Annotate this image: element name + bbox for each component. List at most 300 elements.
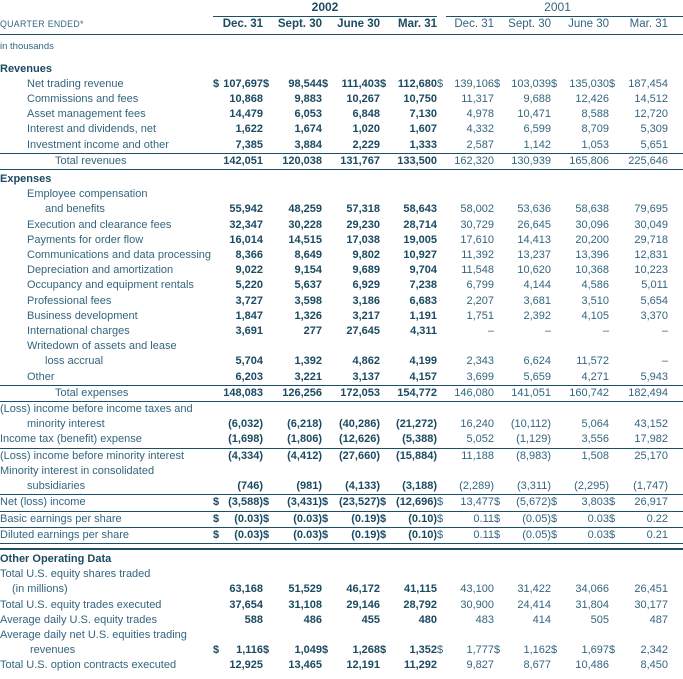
table-row: [0, 92, 683, 107]
value-cell: [551, 495, 609, 511]
value-cell: 53,636: [517, 203, 552, 216]
margin-cell: [668, 263, 683, 278]
row-label: Income tax (benefit) expense: [0, 433, 142, 446]
value-cell: 32,347: [229, 218, 263, 231]
value-cell: 13,396: [575, 249, 610, 262]
dollar-sign: $: [263, 77, 270, 90]
cell-value: (12,696): [396, 496, 438, 509]
value-cell: 31,108: [288, 598, 322, 611]
section-row: [0, 549, 683, 567]
value-cell: [263, 628, 322, 643]
value-cell: [609, 464, 668, 479]
cell-value: 0.11: [473, 528, 495, 541]
margin-cell: [668, 170, 683, 188]
column-header-june30-2002: June 30: [322, 17, 380, 35]
cell-value: 98,544: [288, 77, 322, 90]
dollar-sign: $: [551, 644, 558, 657]
value-cell: –: [487, 325, 495, 338]
value-cell: [437, 60, 494, 77]
unit-note-row: [0, 35, 683, 60]
value-cell: 17,610: [460, 233, 495, 246]
section-heading: Other Operating Data: [0, 552, 112, 565]
value-cell: [551, 643, 609, 658]
value-cell: (6,218): [287, 418, 322, 431]
value-cell: 3,598: [294, 294, 322, 307]
dollar-sign: $: [494, 528, 501, 541]
value-cell: 4,332: [466, 123, 495, 136]
value-cell: 1,191: [409, 309, 438, 322]
row-label: Net trading revenue: [27, 77, 124, 90]
dollar-sign: $: [437, 496, 444, 509]
table-row: [0, 628, 683, 643]
value-cell: 1,326: [294, 309, 322, 322]
value-cell: 3,727: [235, 294, 263, 307]
value-cell: 1,508: [551, 448, 609, 464]
column-header-row: [0, 17, 683, 35]
value-cell: 10,620: [517, 264, 552, 277]
value-cell: 9,802: [352, 249, 380, 262]
table-row: [0, 187, 683, 202]
value-cell: [551, 628, 609, 643]
value-cell: [437, 77, 494, 92]
value-cell: (2,289): [459, 480, 495, 493]
table-row: [0, 432, 683, 448]
value-cell: 8,649: [294, 249, 322, 262]
table-row: [0, 582, 683, 597]
row-label: revenues: [30, 644, 76, 657]
dollar-sign: $: [322, 512, 329, 525]
value-cell: 30,900: [460, 598, 495, 611]
cell-value: 0.03: [587, 528, 610, 541]
value-cell: 5,309: [640, 123, 669, 136]
value-cell: [551, 511, 609, 527]
value-cell: [380, 495, 437, 511]
value-cell: (8,983): [494, 448, 551, 464]
margin-cell: [668, 613, 683, 628]
row-label: Net (loss) income: [0, 495, 213, 511]
dollar-sign: $: [263, 512, 270, 525]
cell-value: (0.05): [522, 512, 552, 525]
value-cell: 165,806: [551, 153, 609, 169]
value-cell: 10,267: [346, 93, 380, 106]
value-cell: [213, 567, 263, 582]
value-cell: 12,720: [634, 108, 669, 121]
value-cell: 10,471: [517, 108, 552, 121]
value-cell: 6,929: [352, 279, 380, 292]
cell-value: (0.03): [234, 512, 263, 525]
value-cell: [437, 549, 494, 567]
margin-cell: [668, 402, 683, 418]
dollar-sign: $: [609, 496, 616, 509]
row-label: Payments for order flow: [27, 233, 144, 246]
value-cell: 3,137: [352, 370, 380, 383]
value-cell: 8,677: [523, 659, 552, 672]
value-cell: 5,052: [466, 433, 495, 446]
value-cell: [213, 339, 263, 354]
value-cell: 11,292: [403, 659, 438, 672]
value-cell: 1,392: [294, 355, 322, 368]
value-cell: 13,237: [517, 249, 552, 262]
table-row: [0, 309, 683, 324]
dollar-sign: $: [322, 77, 329, 90]
value-cell: 31,804: [575, 598, 610, 611]
value-cell: 4,586: [581, 279, 610, 292]
cell-value: (0.10): [408, 512, 438, 525]
dollar-sign: $: [263, 528, 270, 541]
cell-value: (3,431): [287, 496, 322, 509]
dollar-sign: $: [494, 512, 501, 525]
value-cell: [213, 60, 263, 77]
column-header-dec31-2001: Dec. 31: [437, 17, 494, 35]
dollar-sign: $: [609, 512, 616, 525]
margin-cell: [668, 628, 683, 643]
value-cell: [609, 339, 668, 354]
dollar-sign: $: [494, 496, 501, 509]
row-label: Asset management fees: [27, 108, 146, 121]
dollar-sign: $: [213, 528, 220, 541]
margin-cell: [668, 511, 683, 527]
table-body: [0, 60, 683, 674]
table-row: [0, 658, 683, 673]
value-cell: 24,414: [517, 598, 552, 611]
value-cell: [213, 628, 263, 643]
dollar-sign: $: [213, 496, 220, 509]
year-header-row: [0, 0, 683, 17]
value-cell: (2,295): [574, 480, 610, 493]
value-cell: 55,942: [229, 203, 263, 216]
value-cell: 7,238: [409, 279, 438, 292]
dollar-sign: $: [213, 512, 220, 525]
value-cell: [494, 628, 551, 643]
value-cell: [380, 402, 437, 418]
value-cell: [380, 628, 437, 643]
value-cell: [263, 77, 322, 92]
value-cell: [609, 549, 668, 567]
cell-value: (0.03): [293, 512, 322, 525]
value-cell: [380, 170, 437, 188]
row-label: Total U.S. equity shares traded: [0, 568, 151, 581]
table-row: [0, 598, 683, 613]
column-header-sept30-2002: Sept. 30: [263, 17, 322, 35]
value-cell: [609, 187, 668, 202]
value-cell: [322, 495, 380, 511]
row-label: subsidiaries: [27, 480, 86, 493]
dollar-sign: $: [437, 528, 444, 541]
value-cell: 9,704: [409, 264, 438, 277]
quarter-ended-label: QUARTER ENDED*: [0, 17, 213, 35]
value-cell: 63,168: [229, 583, 263, 596]
dollar-sign: $: [322, 496, 329, 509]
value-cell: [213, 402, 263, 418]
value-cell: 8,709: [581, 123, 610, 136]
value-cell: 11,572: [576, 355, 610, 368]
column-header-sept30-2001: Sept. 30: [494, 17, 551, 35]
value-cell: [437, 511, 494, 527]
table-row: [0, 385, 683, 401]
value-cell: 120,038: [263, 153, 322, 169]
value-cell: –: [544, 325, 552, 338]
year-2002-label: 2002: [213, 0, 437, 17]
value-cell: 7,130: [409, 108, 438, 121]
table-row: [0, 448, 683, 464]
value-cell: [380, 339, 437, 354]
value-cell: 12,191: [346, 659, 380, 672]
dollar-sign: $: [380, 496, 387, 509]
dollar-sign: $: [437, 77, 444, 90]
table-row: [0, 263, 683, 278]
margin-cell: [668, 354, 683, 369]
dollar-sign: $: [213, 77, 220, 90]
value-cell: [551, 339, 609, 354]
cell-value: 135,030: [569, 77, 610, 90]
value-cell: 11,392: [461, 249, 495, 262]
dollar-sign: $: [213, 644, 220, 657]
value-cell: [609, 170, 668, 188]
value-cell: 9,688: [523, 93, 552, 106]
value-cell: [609, 567, 668, 582]
value-cell: –: [602, 325, 610, 338]
value-cell: (746): [237, 480, 263, 493]
value-cell: [494, 511, 551, 527]
dollar-sign: $: [380, 77, 387, 90]
value-cell: 17,038: [346, 233, 380, 246]
value-cell: 1,053: [581, 138, 610, 151]
margin-cell: [668, 294, 683, 309]
value-cell: 131,767: [322, 153, 380, 169]
margin-cell: [668, 77, 683, 92]
section-heading: Expenses: [0, 173, 52, 186]
value-cell: 30,096: [575, 218, 610, 231]
value-cell: [551, 527, 609, 543]
table-row: [0, 107, 683, 122]
value-cell: (5,388): [402, 433, 438, 446]
row-label: Commissions and fees: [27, 93, 139, 106]
cell-value: 1,268: [352, 644, 380, 657]
value-cell: 455: [361, 613, 380, 626]
value-cell: 126,256: [263, 385, 322, 401]
value-cell: [609, 495, 668, 511]
value-cell: 28,714: [403, 218, 438, 231]
cell-value: 111,403: [341, 77, 380, 90]
value-cell: [437, 495, 494, 511]
table-row: [0, 354, 683, 369]
value-cell: [213, 170, 263, 188]
value-cell: 30,729: [460, 218, 495, 231]
value-cell: [494, 187, 551, 202]
margin-cell: [668, 549, 683, 567]
value-cell: [263, 511, 322, 527]
value-cell: 41,115: [403, 583, 438, 596]
value-cell: 5,654: [640, 294, 669, 307]
margin-cell: [668, 278, 683, 293]
value-cell: 5,651: [640, 138, 669, 151]
row-label: (in millions): [12, 583, 68, 596]
value-cell: 3,681: [523, 294, 552, 307]
value-cell: 10,927: [403, 249, 438, 262]
margin-cell: [668, 582, 683, 597]
value-cell: [322, 60, 380, 77]
value-cell: 5,659: [523, 370, 552, 383]
value-cell: 26,645: [517, 218, 552, 231]
margin-cell: [668, 187, 683, 202]
table-row: [0, 202, 683, 217]
table-row: [0, 613, 683, 628]
value-cell: [551, 60, 609, 77]
value-cell: [609, 511, 668, 527]
dollar-sign: $: [551, 496, 558, 509]
value-cell: 58,002: [460, 203, 495, 216]
value-cell: [322, 464, 380, 479]
value-cell: 9,689: [352, 264, 380, 277]
value-cell: 6,624: [523, 355, 552, 368]
value-cell: 12,426: [575, 93, 610, 106]
value-cell: 7,385: [235, 138, 263, 151]
value-cell: 5,637: [294, 279, 322, 292]
value-cell: [551, 187, 609, 202]
value-cell: 5,220: [235, 279, 263, 292]
value-cell: 4,157: [409, 370, 438, 383]
value-cell: [609, 643, 668, 658]
section-heading: Revenues: [0, 62, 52, 75]
cell-value: 26,917: [634, 496, 669, 509]
value-cell: 5,943: [640, 370, 669, 383]
margin-cell: [668, 92, 683, 107]
column-header-june30-2001: June 30: [551, 17, 609, 35]
value-cell: 51,529: [288, 583, 322, 596]
value-cell: 483: [475, 613, 495, 626]
value-cell: 14,413: [517, 233, 552, 246]
value-cell: 9,154: [294, 264, 322, 277]
value-cell: 14,515: [288, 233, 322, 246]
value-cell: [380, 549, 437, 567]
value-cell: 4,105: [581, 309, 610, 322]
value-cell: 27,645: [346, 325, 380, 338]
value-cell: [494, 339, 551, 354]
dollar-sign: $: [437, 644, 444, 657]
value-cell: [437, 402, 494, 418]
value-cell: 414: [532, 613, 552, 626]
value-cell: [263, 567, 322, 582]
value-cell: 46,172: [346, 583, 380, 596]
value-cell: 6,848: [352, 108, 380, 121]
value-cell: [263, 187, 322, 202]
table-row: [0, 370, 683, 386]
margin-cell: [668, 309, 683, 324]
row-label: Total expenses: [0, 385, 213, 401]
cell-value: 1,116: [236, 644, 263, 657]
value-cell: 58,643: [403, 203, 438, 216]
value-cell: [213, 464, 263, 479]
margin-cell: [668, 527, 683, 543]
margin-cell: [668, 202, 683, 217]
margin-cell: [668, 385, 683, 401]
value-cell: [551, 170, 609, 188]
table-row: [0, 278, 683, 293]
value-cell: 2,343: [466, 355, 495, 368]
value-cell: 13,465: [288, 659, 322, 672]
dollar-sign: $: [380, 528, 387, 541]
value-cell: [437, 527, 494, 543]
value-cell: 2,587: [466, 138, 495, 151]
value-cell: 4,862: [352, 355, 380, 368]
dollar-sign: $: [609, 528, 616, 541]
value-cell: 588: [244, 613, 263, 626]
column-header-mar31-2001: Mar. 31: [609, 17, 668, 35]
dollar-sign: $: [322, 528, 329, 541]
value-cell: 3,699: [466, 370, 495, 383]
cell-value: 1,697: [581, 644, 610, 657]
value-cell: (981): [296, 480, 322, 493]
value-cell: [380, 527, 437, 543]
cell-value: (0.05): [522, 528, 552, 541]
margin-cell: [668, 567, 683, 582]
value-cell: 25,170: [609, 448, 668, 464]
value-cell: 29,718: [634, 233, 669, 246]
margin-cell: [668, 417, 683, 432]
value-cell: [322, 77, 380, 92]
value-cell: [322, 549, 380, 567]
cell-value: (3,588): [228, 496, 263, 509]
value-cell: [213, 187, 263, 202]
value-cell: 154,772: [380, 385, 437, 401]
dollar-sign: $: [263, 496, 270, 509]
value-cell: [213, 495, 263, 511]
dollar-sign: $: [494, 644, 501, 657]
value-cell: 43,100: [460, 583, 495, 596]
unit-note: in thousands: [0, 41, 54, 53]
value-cell: 5,064: [581, 418, 610, 431]
value-cell: [494, 495, 551, 511]
row-label: Other: [27, 370, 55, 383]
row-label: loss accrual: [45, 355, 104, 368]
value-cell: (21,272): [396, 418, 438, 431]
table-row: [0, 138, 683, 154]
table-row: [0, 122, 683, 137]
value-cell: [609, 77, 668, 92]
dollar-sign: $: [380, 644, 387, 657]
margin-cell: [668, 464, 683, 479]
value-cell: 1,607: [409, 123, 438, 136]
value-cell: 29,230: [346, 218, 380, 231]
value-cell: (1,129): [516, 433, 552, 446]
table-row: [0, 527, 683, 543]
value-cell: (4,334): [213, 448, 263, 464]
value-cell: (4,412): [263, 448, 322, 464]
value-cell: 2,229: [352, 138, 380, 151]
column-header-dec31-2002: Dec. 31: [213, 17, 263, 35]
cell-value: 107,697: [223, 77, 263, 90]
value-cell: 2,207: [466, 294, 495, 307]
year-2001-label: 2001: [446, 0, 683, 17]
value-cell: 6,799: [466, 279, 495, 292]
value-cell: 26,451: [634, 583, 669, 596]
value-cell: [380, 77, 437, 92]
value-cell: (3,311): [516, 480, 552, 493]
value-cell: 1,751: [466, 309, 495, 322]
value-cell: 48,259: [288, 203, 322, 216]
value-cell: 6,683: [409, 294, 438, 307]
cell-value: 1,777: [466, 644, 495, 657]
row-label: Business development: [27, 309, 138, 322]
value-cell: 34,066: [575, 583, 610, 596]
cell-value: 0.11: [473, 512, 495, 525]
table-row: [0, 479, 683, 495]
value-cell: [322, 567, 380, 582]
value-cell: 1,142: [523, 138, 552, 151]
cell-value: (0.03): [234, 528, 263, 541]
value-cell: 480: [418, 613, 438, 626]
margin-cell: [668, 153, 683, 169]
